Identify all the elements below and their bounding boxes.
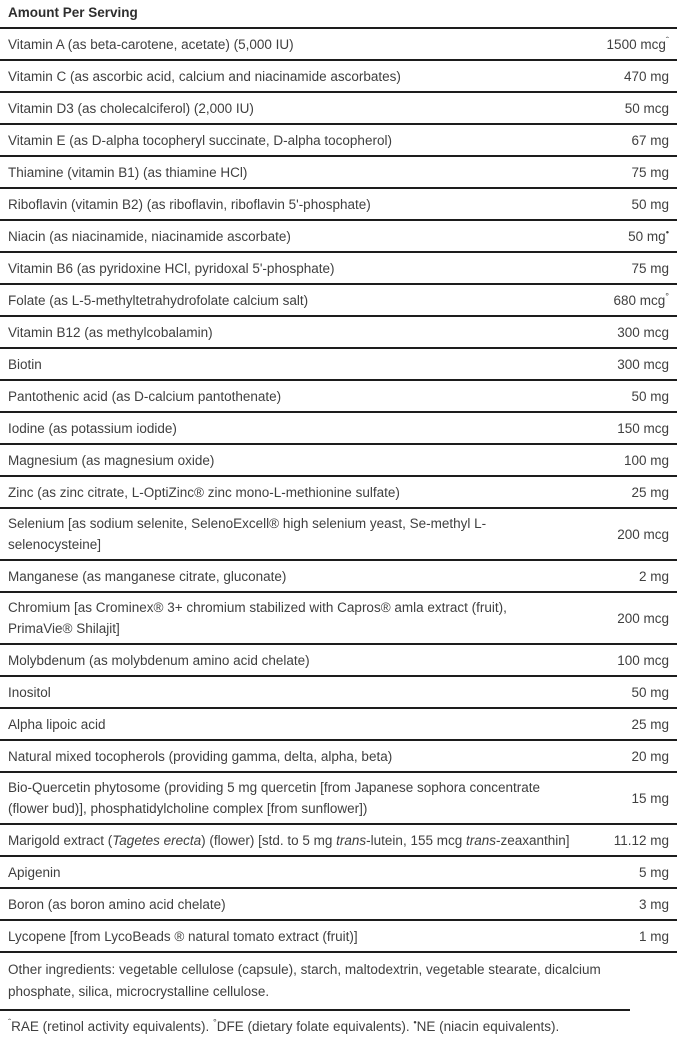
ingredient-amount: 100 mcg [617, 652, 669, 668]
table-row [0, 645, 677, 677]
ingredient-amount: 75 mg [631, 260, 669, 276]
table-row [0, 889, 677, 921]
table-row [0, 157, 677, 189]
ingredient-name: Apigenin [8, 864, 61, 880]
table-row [0, 381, 677, 413]
ingredient-amount: 15 mg [631, 790, 669, 806]
ingredient-name: Selenium [as sodium selenite, SelenoExcell® high selenium yeast, Se-methyl L-selenocysteine] [8, 516, 487, 552]
table-row [0, 349, 677, 381]
ingredient-name: Chromium [as Crominex® 3+ chromium stabilized with Capros® amla extract (fruit), PrimaVie® Shilajit] [8, 600, 507, 636]
table-row [0, 561, 677, 593]
ingredient-amount: 680 mcg° [613, 291, 669, 308]
table-row [0, 857, 677, 889]
ingredient-amount: 50 mg [631, 684, 669, 700]
ingredient-amount: 200 mcg [617, 610, 669, 626]
table-row [0, 477, 677, 509]
ingredient-amount: 50 mg [631, 196, 669, 212]
ingredient-amount: 300 mcg [617, 324, 669, 340]
ingredient-amount: 50 mg• [628, 227, 669, 244]
table-row [0, 773, 677, 825]
ingredient-name: Vitamin C (as ascorbic acid, calcium and niacinamide ascorbates) [8, 68, 401, 84]
ingredient-amount: 300 mcg [617, 356, 669, 372]
ingredient-name: Molybdenum (as molybdenum amino acid chelate) [8, 652, 310, 668]
ingredient-name: Biotin [8, 356, 42, 372]
ingredient-name: Vitamin E (as D-alpha tocopheryl succinate, D-alpha tocopherol) [8, 132, 392, 148]
ingredient-name: Pantothenic acid (as D-calcium pantothenate) [8, 388, 282, 404]
table-row [0, 285, 677, 317]
table-row [0, 317, 677, 349]
ingredient-name: Alpha lipoic acid [8, 716, 106, 732]
table-row [0, 741, 677, 773]
ingredient-name: Niacin (as niacinamide, niacinamide ascorbate) [8, 228, 291, 244]
table-row [0, 29, 677, 61]
ingredient-name: Bio-Quercetin phytosome (providing 5 mg quercetin [from Japanese sophora concentrate (flower bud)], phosphatidylcholine complex [from sunflower]) [8, 780, 541, 816]
ingredient-amount: 11.12 mg [613, 832, 669, 848]
ingredient-amount: 50 mg [631, 388, 669, 404]
table-row [0, 93, 677, 125]
ingredient-amount: 20 mg [631, 748, 669, 764]
ingredient-name: Iodine (as potassium iodide) [8, 420, 177, 436]
ingredient-amount: 200 mcg [617, 526, 669, 542]
ingredient-name: Vitamin A (as beta-carotene, acetate) (5,000 IU) [8, 36, 294, 52]
table-row [0, 677, 677, 709]
ingredient-amount: 470 mg [623, 68, 669, 84]
ingredient-amount: 5 mg [638, 864, 669, 880]
amount-per-serving-title: Amount Per Serving [8, 5, 138, 20]
ingredient-name: Riboflavin (vitamin B2) (as riboflavin, riboflavin 5'-phosphate) [8, 196, 371, 212]
ingredient-name: Magnesium (as magnesium oxide) [8, 452, 215, 468]
table-row [0, 253, 677, 285]
amount-per-serving-header [0, 0, 677, 29]
footnote: $^ˆ$RAE (retinol activity equivalents). °DFE (dietary folate equivalents). •NE (niacin equivalents). [8, 1017, 560, 1034]
ingredient-amount: 75 mg [631, 164, 669, 180]
table-row [0, 593, 677, 645]
table-row [0, 189, 677, 221]
supplement-table-body [0, 29, 677, 953]
ingredient-amount: 1 mg [638, 928, 669, 944]
ingredient-name: Folate (as L-5-methyltetrahydrofolate calcium salt) [8, 292, 309, 308]
ingredient-amount: 2 mg [638, 568, 669, 584]
table-row [0, 709, 677, 741]
ingredient-name: Lycopene [from LycoBeads ® natural tomato extract (fruit)] [8, 928, 358, 944]
ingredient-name: Vitamin B12 (as methylcobalamin) [8, 324, 213, 340]
table-row [0, 509, 677, 561]
ingredient-amount: 1500 mcg$^ˆ$ [606, 35, 669, 52]
ingredient-name: Inositol [8, 684, 51, 700]
ingredient-amount: 100 mg [623, 452, 669, 468]
table-row [0, 413, 677, 445]
ingredient-amount: 150 mcg [617, 420, 669, 436]
other-ingredients-text: Other ingredients: vegetable cellulose (capsule), starch, maltodextrin, vegetable stearate, dicalcium phosphate, silica, microcrystalline cellulose. [0, 953, 630, 1011]
ingredient-name: Boron (as boron amino acid chelate) [8, 896, 226, 912]
ingredient-amount: 3 mg [638, 896, 669, 912]
ingredient-name: Marigold extract (Tagetes erecta) (flower) [std. to 5 mg trans-lutein, 155 mcg trans-zeaxanthin] [8, 832, 570, 848]
ingredient-amount: 25 mg [631, 484, 669, 500]
table-row [0, 825, 677, 857]
ingredient-name: Natural mixed tocopherols (providing gamma, delta, alpha, beta) [8, 748, 393, 764]
table-row [0, 445, 677, 477]
ingredient-amount: 50 mcg [624, 100, 669, 116]
ingredient-name: Vitamin B6 (as pyridoxine HCl, pyridoxal 5'-phosphate) [8, 260, 335, 276]
table-row [0, 221, 677, 253]
table-row [0, 61, 677, 93]
ingredient-name: Vitamin D3 (as cholecalciferol) (2,000 IU) [8, 100, 254, 116]
ingredient-amount: 25 mg [631, 716, 669, 732]
ingredient-name: Zinc (as zinc citrate, L-OptiZinc® zinc mono-L-methionine sulfate) [8, 484, 400, 500]
ingredient-name: Manganese (as manganese citrate, gluconate) [8, 568, 287, 584]
ingredient-amount: 67 mg [631, 132, 669, 148]
ingredient-name: Thiamine (vitamin B1) (as thiamine HCl) [8, 164, 248, 180]
table-row [0, 125, 677, 157]
table-row [0, 921, 677, 953]
